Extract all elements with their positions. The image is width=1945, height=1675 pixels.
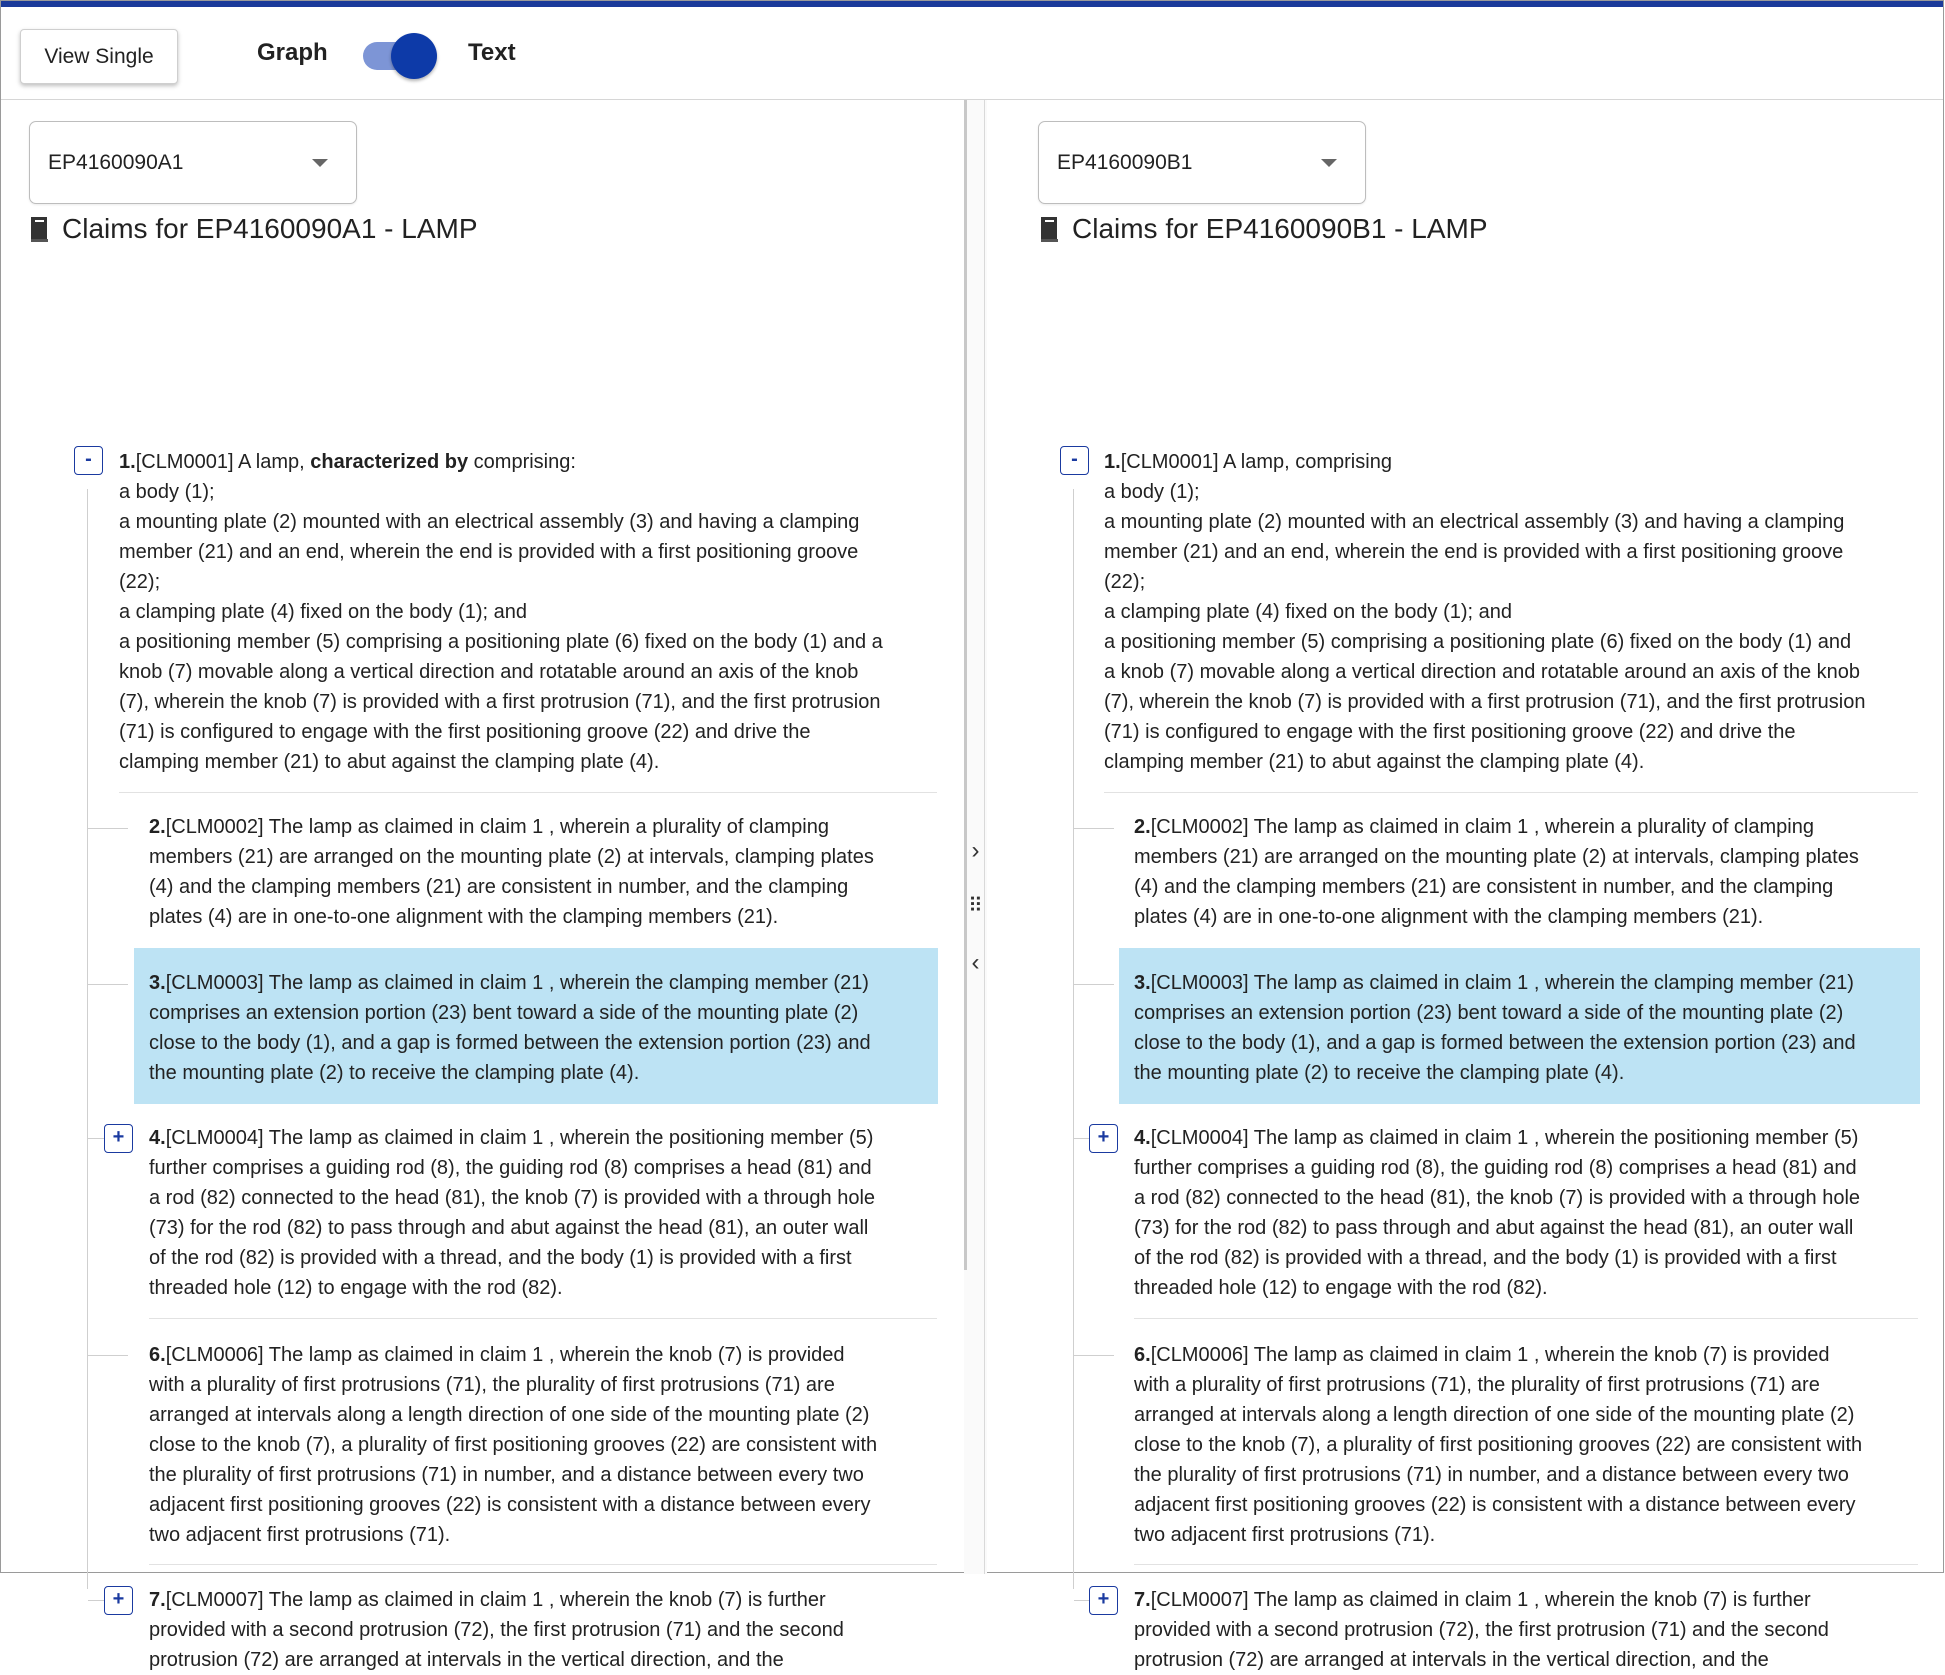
claim-number: 6.	[1134, 1344, 1151, 1366]
claim-line: close to the knob (7), a plurality of first positioning grooves (22) are consistent with	[149, 1434, 878, 1456]
document-select[interactable]	[1038, 121, 1366, 204]
claim-line: a mounting plate (2) mounted with an electrical assembly (3) and having a clamping	[119, 511, 860, 533]
document-select[interactable]	[29, 121, 357, 204]
heading-text: Claims for EP4160090B1 - LAMP	[1072, 213, 1488, 244]
claim-number: 2.	[149, 816, 166, 838]
book-icon	[28, 215, 52, 243]
left-pane	[1, 100, 964, 1671]
claim-id: [CLM0006]	[1150, 1344, 1249, 1366]
expand-toggle[interactable]: +	[104, 1124, 133, 1153]
claim-line: a clamping plate (4) fixed on the body (1); and	[1104, 601, 1513, 623]
expand-toggle[interactable]: +	[1089, 1124, 1118, 1153]
claim-id: [CLM0001]	[135, 451, 234, 473]
drag-handle-icon[interactable]: ⠿	[968, 895, 983, 917]
claim-2	[1134, 812, 1924, 932]
claim-line: clamping member (21) to abut against the clamping plate (4).	[119, 751, 660, 773]
claim-2	[149, 812, 939, 932]
claim-line: The lamp as claimed in claim 1 , wherein the positioning member (5)	[1248, 1127, 1859, 1149]
claim-line: with a plurality of first protrusions (71), the plurality of first protrusions (71) are	[1134, 1374, 1820, 1396]
claim-line: plates (4) are in one-to-one alignment with the clamping members (21).	[1134, 906, 1764, 928]
claim-number: 3.	[149, 972, 166, 994]
claim-line: The lamp as claimed in claim 1 , wherein the knob (7) is provided	[263, 1344, 845, 1366]
pane-splitter[interactable]	[964, 100, 987, 1574]
claim-line: the mounting plate (2) to receive the clamping plate (4).	[1134, 1062, 1625, 1084]
claim-id: [CLM0002]	[1150, 816, 1249, 838]
claim-line: (4) and the clamping members (21) are consistent in number, and the clamping	[149, 876, 849, 898]
expand-toggle[interactable]: +	[104, 1586, 133, 1615]
claim-line: member (21) and an end, wherein the end is provided with a first positioning groove	[1104, 541, 1844, 563]
claim-7	[149, 1585, 939, 1675]
claim-number: 7.	[149, 1589, 166, 1611]
claim-line: arranged at intervals along a length direction of one side of the mounting plate (2)	[149, 1404, 870, 1426]
claim-line: a rod (82) connected to the head (81), the knob (7) is provided with a through hole	[149, 1187, 876, 1209]
claim-4	[1134, 1123, 1924, 1303]
splitter-bar	[964, 100, 967, 1270]
claim-line: a body (1);	[119, 481, 215, 503]
claim-1	[119, 447, 939, 777]
claim-line: protrusion (72) are arranged at intervals in the vertical direction, and the	[149, 1649, 784, 1671]
claim-id: [CLM0004]	[165, 1127, 264, 1149]
claim-number: 2.	[1134, 816, 1151, 838]
claim-line: The lamp as claimed in claim 1 , wherein the clamping member (21)	[263, 972, 869, 994]
tree-branch	[1074, 1138, 1090, 1139]
tree-branch	[88, 1355, 128, 1356]
claim-separator	[1134, 1564, 1918, 1565]
claim-id: [CLM0003]	[1150, 972, 1249, 994]
toggle-knob[interactable]	[391, 33, 437, 79]
claim-number: 4.	[1134, 1127, 1151, 1149]
claim-line: (4) and the clamping members (21) are consistent in number, and the clamping	[1134, 876, 1834, 898]
claims-heading	[1038, 213, 1488, 245]
tree-branch	[88, 828, 128, 829]
text-label: Text	[468, 39, 516, 66]
claim-id: [CLM0006]	[165, 1344, 264, 1366]
claim-3[interactable]	[149, 968, 939, 1088]
claim-line: plates (4) are in one-to-one alignment with the clamping members (21).	[149, 906, 779, 928]
claim-id: [CLM0007]	[1150, 1589, 1249, 1611]
view-single-button[interactable]: View Single	[20, 29, 178, 84]
document-select-value: EP4160090B1	[1057, 151, 1193, 174]
claim-line: adjacent first positioning grooves (22) is consistent with a distance between every	[1134, 1494, 1856, 1516]
claim-line: The lamp as claimed in claim 1 , wherein a plurality of clamping	[1248, 816, 1814, 838]
tree-line	[1073, 489, 1074, 1589]
claim-separator	[149, 1564, 937, 1565]
caret-down-icon	[312, 159, 328, 167]
claim-line: member (21) and an end, wherein the end is provided with a first positioning groove	[119, 541, 859, 563]
claim-number: 7.	[1134, 1589, 1151, 1611]
claim-number: 6.	[149, 1344, 166, 1366]
caret-down-icon	[1321, 159, 1337, 167]
claim-line: a mounting plate (2) mounted with an electrical assembly (3) and having a clamping	[1104, 511, 1845, 533]
claim-line: (7), wherein the knob (7) is provided with a first protrusion (71), and the first protrusion	[1104, 691, 1866, 713]
claim-line: a knob (7) movable along a vertical direction and rotatable around an axis of the knob	[1104, 661, 1861, 683]
claim-line: (22);	[1104, 571, 1146, 593]
tree-branch	[1074, 1600, 1090, 1601]
claim-line: (73) for the rod (82) to pass through and abut against the head (81), an outer wall	[1134, 1217, 1854, 1239]
claim-line: close to the body (1), and a gap is formed between the extension portion (23) and	[1134, 1032, 1856, 1054]
claim-line: with a plurality of first protrusions (71), the plurality of first protrusions (71) are	[149, 1374, 835, 1396]
claim-line: a positioning member (5) comprising a positioning plate (6) fixed on the body (1) and a	[119, 631, 883, 653]
tree-branch	[88, 984, 128, 985]
graph-text-toggle[interactable]	[361, 32, 439, 78]
collapse-toggle[interactable]: -	[1060, 446, 1089, 475]
claim-number: 4.	[149, 1127, 166, 1149]
claim-line: a positioning member (5) comprising a positioning plate (6) fixed on the body (1) and	[1104, 631, 1852, 653]
chevron-right-icon[interactable]: ›	[971, 837, 980, 864]
claim-line: the plurality of first protrusions (71) in number, and a distance between every two	[1134, 1464, 1849, 1486]
claim-line: arranged at intervals along a length direction of one side of the mounting plate (2)	[1134, 1404, 1855, 1426]
claim-line: two adjacent first protrusions (71).	[149, 1524, 451, 1546]
claim-line: comprises an extension portion (23) bent toward a side of the mounting plate (2)	[1134, 1002, 1844, 1024]
claim-line: a rod (82) connected to the head (81), the knob (7) is provided with a through hole	[1134, 1187, 1861, 1209]
claim-number: 3.	[1134, 972, 1151, 994]
claim-intro: A lamp, comprising	[1218, 451, 1392, 473]
claim-line: The lamp as claimed in claim 1 , wherein a plurality of clamping	[263, 816, 829, 838]
claim-line: members (21) are arranged on the mounting plate (2) at intervals, clamping plates	[149, 846, 874, 868]
claim-intro: A lamp,	[233, 451, 311, 473]
claim-line: a body (1);	[1104, 481, 1200, 503]
claim-6	[149, 1340, 939, 1550]
claim-id: [CLM0003]	[165, 972, 264, 994]
claim-separator	[1134, 1318, 1918, 1319]
claim-number: 1.	[119, 451, 136, 473]
claim-line: (71) is configured to engage with the first positioning groove (22) and drive the	[1104, 721, 1796, 743]
claim-1	[1104, 447, 1924, 777]
claim-line: further comprises a guiding rod (8), the guiding rod (8) comprises a head (81) and	[1134, 1157, 1857, 1179]
book-icon	[1038, 215, 1062, 243]
claim-number: 1.	[1104, 451, 1121, 473]
tree-branch	[1074, 984, 1114, 985]
claim-id: [CLM0004]	[1150, 1127, 1249, 1149]
tree-line	[87, 489, 88, 1589]
claim-line: The lamp as claimed in claim 1 , wherein the knob (7) is provided	[1248, 1344, 1830, 1366]
document-select-value: EP4160090A1	[48, 151, 184, 174]
tree-branch	[1074, 828, 1114, 829]
claim-line: The lamp as claimed in claim 1 , wherein the knob (7) is further	[1248, 1589, 1811, 1611]
tree-branch	[88, 1138, 104, 1139]
claim-line: threaded hole (12) to engage with the rod (82).	[1134, 1277, 1548, 1299]
claim-line: (73) for the rod (82) to pass through and abut against the head (81), an outer wall	[149, 1217, 869, 1239]
claim-line: protrusion (72) are arranged at intervals in the vertical direction, and the	[1134, 1649, 1769, 1671]
claim-line: (22);	[119, 571, 161, 593]
claim-line: (7), wherein the knob (7) is provided with a first protrusion (71), and the first protrusion	[119, 691, 881, 713]
claim-7	[1134, 1585, 1924, 1675]
claim-line: knob (7) movable along a vertical direction and rotatable around an axis of the knob	[119, 661, 859, 683]
chevron-left-icon[interactable]: ‹	[971, 949, 980, 976]
claim-line: threaded hole (12) to engage with the rod (82).	[149, 1277, 563, 1299]
claim-6	[1134, 1340, 1924, 1550]
claim-separator	[119, 792, 937, 793]
claim-intro-bold: characterized by	[310, 451, 469, 473]
claim-line: of the rod (82) is provided with a thread, and the body (1) is provided with a first	[1134, 1247, 1837, 1269]
claim-line: The lamp as claimed in claim 1 , wherein the knob (7) is further	[263, 1589, 826, 1611]
claim-line: The lamp as claimed in claim 1 , wherein the clamping member (21)	[1248, 972, 1854, 994]
claim-line: the plurality of first protrusions (71) in number, and a distance between every two	[149, 1464, 864, 1486]
claim-line: of the rod (82) is provided with a thread, and the body (1) is provided with a first	[149, 1247, 852, 1269]
claim-line: further comprises a guiding rod (8), the guiding rod (8) comprises a head (81) and	[149, 1157, 872, 1179]
claim-3[interactable]	[1134, 968, 1924, 1088]
tree-branch	[88, 1600, 104, 1601]
claim-line: close to the body (1), and a gap is formed between the extension portion (23) and	[149, 1032, 871, 1054]
toolbar	[1, 7, 1943, 100]
claim-line: the mounting plate (2) to receive the clamping plate (4).	[149, 1062, 640, 1084]
claim-line: provided with a second protrusion (72), the first protrusion (71) and the second	[1134, 1619, 1829, 1641]
collapse-toggle[interactable]: -	[74, 446, 103, 475]
claim-line: close to the knob (7), a plurality of first positioning grooves (22) are consistent with	[1134, 1434, 1863, 1456]
claim-line: two adjacent first protrusions (71).	[1134, 1524, 1436, 1546]
claim-line: (71) is configured to engage with the first positioning groove (22) and drive the	[119, 721, 811, 743]
claim-line: a clamping plate (4) fixed on the body (1); and	[119, 601, 528, 623]
claim-4	[149, 1123, 939, 1303]
claim-line: provided with a second protrusion (72), the first protrusion (71) and the second	[149, 1619, 844, 1641]
graph-label: Graph	[257, 39, 328, 66]
claim-line: adjacent first positioning grooves (22) is consistent with a distance between every	[149, 1494, 871, 1516]
claim-line: members (21) are arranged on the mounting plate (2) at intervals, clamping plates	[1134, 846, 1859, 868]
claim-line: clamping member (21) to abut against the clamping plate (4).	[1104, 751, 1645, 773]
claim-id: [CLM0007]	[165, 1589, 264, 1611]
claim-line: The lamp as claimed in claim 1 , wherein the positioning member (5)	[263, 1127, 874, 1149]
claim-separator	[1104, 792, 1918, 793]
claims-heading	[28, 213, 478, 245]
tree-branch	[1074, 1355, 1114, 1356]
claim-intro-end: comprising:	[468, 451, 576, 473]
expand-toggle[interactable]: +	[1089, 1586, 1118, 1615]
claim-id: [CLM0002]	[165, 816, 264, 838]
claim-id: [CLM0001]	[1120, 451, 1219, 473]
claim-line: comprises an extension portion (23) bent toward a side of the mounting plate (2)	[149, 1002, 859, 1024]
heading-text: Claims for EP4160090A1 - LAMP	[62, 213, 478, 244]
claim-separator	[149, 1318, 937, 1319]
right-pane	[987, 100, 1945, 1671]
